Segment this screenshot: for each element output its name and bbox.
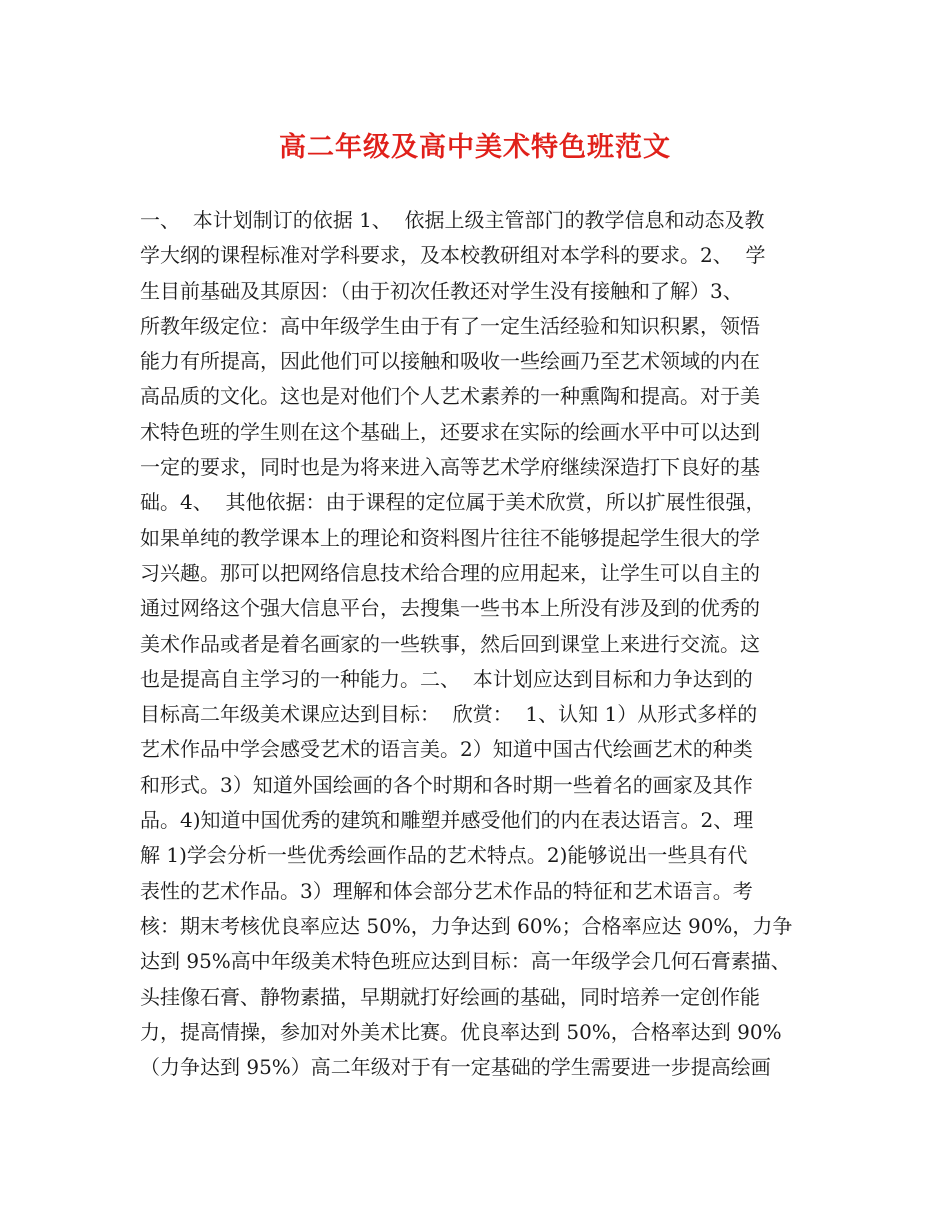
body-line: 核：期末考核优良率应达 50%，力争达到 60%；合格率应达 90%，力争 — [140, 913, 793, 938]
body-line: 术特色班的学生则在这个基础上，还要求在实际的绘画水平中可以达到 — [140, 419, 760, 444]
body-line: 也是提高自主学习的一种能力。二、 本计划应达到目标和力争达到的 — [140, 666, 753, 691]
body-line: 解 1)学会分析一些优秀绘画作品的艺术特点。2)能够说出一些具有代 — [140, 843, 748, 868]
document-title: 高二年级及高中美术特色班范文 — [279, 132, 671, 163]
body-line: 生目前基础及其原因：（由于初次任教还对学生没有接触和了解）3、 — [140, 278, 743, 303]
body-line: 能力有所提高，因此他们可以接触和吸收一些绘画乃至艺术领域的内在 — [140, 349, 760, 374]
body-line: 达到 95%高中年级美术特色班应达到目标：高一年级学会几何石膏素描、 — [140, 949, 791, 974]
body-line: 高品质的文化。这也是对他们个人艺术素养的一种熏陶和提高。对于美 — [140, 384, 760, 409]
body-line: 和形式。3）知道外国绘画的各个时期和各时期一些着名的画家及其作 — [140, 772, 753, 797]
body-line: 一定的要求，同时也是为将来进入高等艺术学府继续深造打下良好的基 — [140, 455, 760, 480]
body-line: 础。4、 其他依据：由于课程的定位属于美术欣赏，所以扩展性很强， — [140, 490, 766, 515]
body-line: 所教年级定位：高中年级学生由于有了一定生活经验和知识积累，领悟 — [140, 313, 760, 338]
body-line: 力，提高情操，参加对外美术比赛。优良率达到 50%，合格率达到 90% — [140, 1019, 782, 1044]
body-line: 如果单纯的教学课本上的理论和资料图片往往不能够提起学生很大的学 — [140, 525, 760, 550]
body-line: 美术作品或者是着名画家的一些轶事，然后回到课堂上来进行交流。这 — [140, 631, 760, 656]
body-line: 通过网络这个强大信息平台，去搜集一些书本上所没有涉及到的优秀的 — [140, 596, 760, 621]
body-line: 艺术作品中学会感受艺术的语言美。2）知道中国古代绘画艺术的种类 — [140, 737, 753, 762]
body-line: 目标高二年级美术课应达到目标： 欣赏： 1、认知 1）从形式多样的 — [140, 702, 758, 727]
body-line: 一、 本计划制订的依据 1、 依据上级主管部门的教学信息和动态及教 — [140, 208, 765, 232]
body-line: 习兴趣。那可以把网络信息技术给合理的应用起来，让学生可以自主的 — [140, 560, 760, 585]
body-line: 头挂像石膏、静物素描，早期就打好绘画的基础，同时培养一定创作能 — [140, 984, 760, 1009]
document-body — [140, 203, 840, 1085]
body-line: 表性的艺术作品。3）理解和体会部分艺术作品的特征和艺术语言。考 — [140, 878, 753, 903]
body-line: （力争达到 95%）高二年级对于有一定基础的学生需要进一步提高绘画 — [140, 1055, 771, 1080]
body-line: 学大纲的课程标准对学科要求，及本校教研组对本学科的要求。2、 学 — [140, 243, 766, 268]
body-line: 品。4)知道中国优秀的建筑和雕塑并感受他们的内在表达语言。2、理 — [140, 808, 754, 833]
